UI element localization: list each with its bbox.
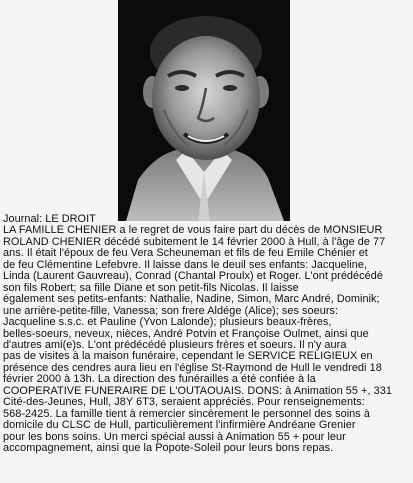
obituary-line: d'autres ami(e)s. L'ont prédécédé plusieurs frères et soeurs. Il n'y aura [3,339,347,351]
obituary-line: LA FAMILLE CHÉNIER a le regret de vous faire part du décès de MONSIEUR [3,225,383,237]
obituary-line: son fils Robert; sa fille Diane et son petit-fils Nicolas. Il laisse [3,282,299,294]
obituary-line: belles-soeurs, neveux, nièces, André Potvin et Françoise Oulmet, ainsi que [3,328,369,340]
obituary-line: ans. Il était l'époux de feu Vera Scheuneman et fils de feu Emile Chénier et [3,248,368,260]
portrait-photo-graphic [118,0,290,221]
obituary-line: accompagnement, ainsi que la Popote-Soleil pour leurs bons repas. [3,443,334,455]
obituary-line: février 2000 à 13h. La direction des funérailles a été confiée à la [3,374,316,386]
obituary-line: domicile du CLSC de Hull, particulièrement l'infirmière Andréane Grenier [3,420,356,432]
obituary-line: une arrière-petite-fille, Vanessa; son frere Aldége (Alice); ses soeurs: [3,305,339,317]
obituary-line: Jacqueline s.s.c. et Pauline (Yvon Lalonde); plusieurs beaux-frères, [3,317,332,329]
obituary-line: présence des cendres aura lieu en l'église St-Raymond de Hull le vendredi 18 [3,362,382,374]
obituary-line: ROLAND CHÉNIER décédé subitement le 14 février 2000 à Hull, à l'âge de 77 [3,236,386,248]
source-label: Journal: LE DROIT [3,213,96,225]
obituary-line: pour les bons soins. Un merci spécial aussi à Animation 55 + pour leur [3,431,346,443]
portrait-photo [118,0,290,221]
obituary-line: pas de visites à la maison funéraire, cependant le SERVICE RELIGIEUX en [3,351,373,363]
obituary-line: également ses petits-enfants: Nathalie, Nadine, Simon, Marc André, Dominik; [3,294,380,306]
obituary-line: 568-2425. La famille tient à remercier sincèrement le personnel des soins à [3,408,370,420]
obituary-line: Linda (Laurent Gauvreau), Conrad (Chantal Proulx) et Roger. L'ont prédécédé [3,271,383,283]
obituary-line: COOPÉRATIVE FUNÉRAIRE DE L'OUTAOUAIS. DONS: à Animation 55 +, 331 [3,385,392,397]
obituary-line: de feu Clémentine Lefebvre. Il laisse dans le deuil ses enfants: Jacqueline, [3,259,368,271]
obituary-line: Cité-des-Jeunes, Hull, J8Y 6T3, seraient appréciés. Pour renseignements: [3,397,365,409]
obituary-text [3,214,411,455]
